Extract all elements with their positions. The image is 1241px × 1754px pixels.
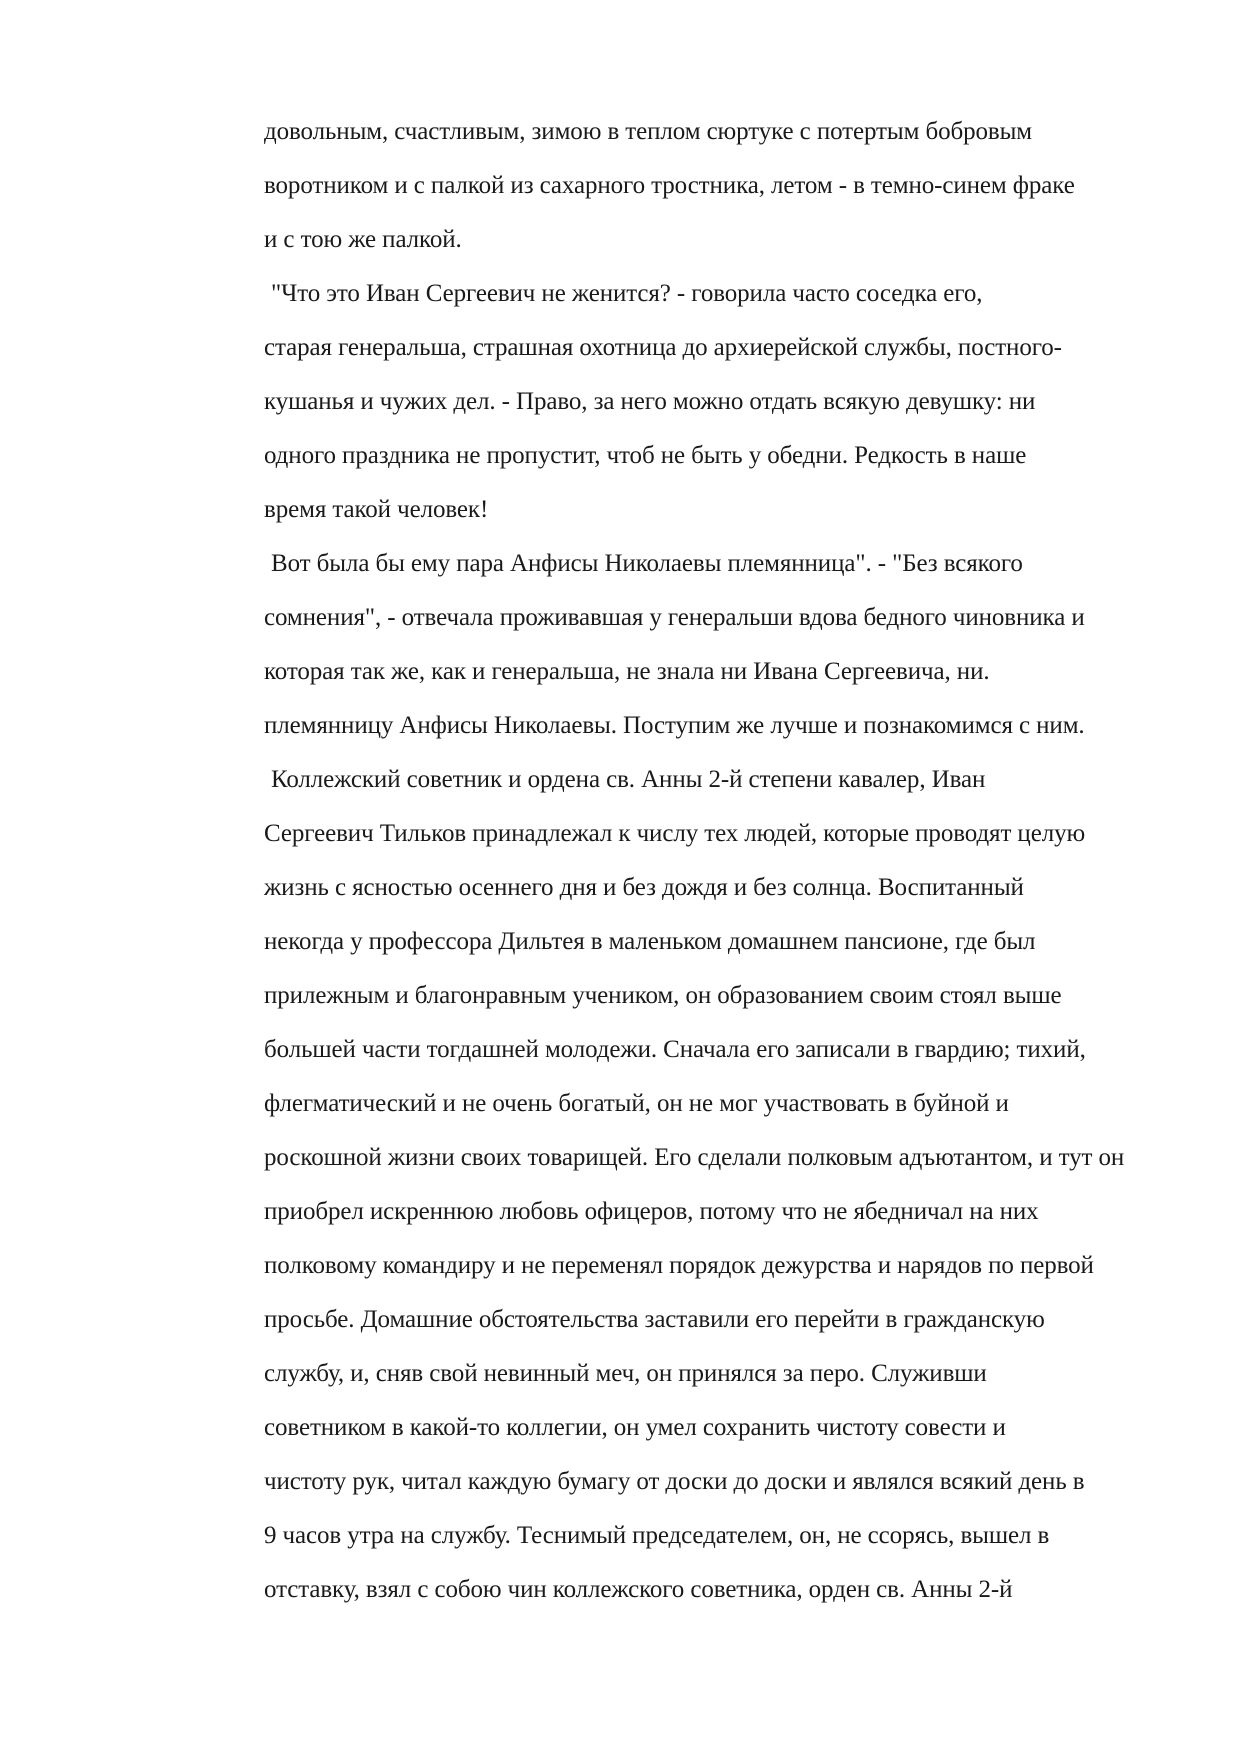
text-line: кушанья и чужих дел. - Право, за него можно отдать всякую девушку: ни xyxy=(264,388,1036,415)
text-line: старая генеральша, страшная охотница до архиерейской службы, постного- xyxy=(264,334,1062,361)
text-line: и с тою же палкой. xyxy=(264,226,462,253)
text-line: Вот была бы ему пара Анфисы Николаевы племянница". - "Без всякого xyxy=(271,550,1023,577)
body-text xyxy=(264,110,1164,1622)
text-line: чистоту рук, читал каждую бумагу от доски до доски и являлся всякий день в xyxy=(264,1468,1085,1495)
text-line: отставку, взял с собою чин коллежского советника, орден св. Анны 2-й xyxy=(264,1576,1013,1603)
text-line: одного праздника не пропустит, чтоб не быть у обедни. Редкость в наше xyxy=(264,442,1027,469)
text-line: 9 часов утра на службу. Теснимый председателем, он, не ссорясь, вышел в xyxy=(264,1522,1050,1549)
text-line: прилежным и благонравным учеником, он образованием своим стоял выше xyxy=(264,982,1062,1009)
text-line: племянницу Анфисы Николаевы. Поступим же лучше и познакомимся с ним. xyxy=(264,712,1085,739)
text-line: большей части тогдашней молодежи. Сначала его записали в гвардию; тихий, xyxy=(264,1036,1086,1063)
text-line: полковому командиру и не переменял порядок дежурства и нарядов по первой xyxy=(264,1252,1094,1279)
text-line: Сергеевич Тильков принадлежал к числу тех людей, которые проводят целую xyxy=(264,820,1086,847)
text-line: роскошной жизни своих товарищей. Его сделали полковым адъютантом, и тут он xyxy=(264,1144,1125,1171)
text-line: сомнения", - отвечала проживавшая у генеральши вдова бедного чиновника и xyxy=(264,604,1085,631)
text-line: воротником и с палкой из сахарного тростника, летом - в темно-синем фраке xyxy=(264,172,1075,199)
text-line: приобрел искреннюю любовь офицеров, потому что не ябедничал на них xyxy=(264,1198,1039,1225)
text-line: жизнь с ясностью осеннего дня и без дождя и без солнца. Воспитанный xyxy=(264,874,1024,901)
text-line: довольным, счастливым, зимою в теплом сюртуке с потертым бобровым xyxy=(264,118,1033,145)
text-line: Коллежский советник и ордена св. Анны 2-й степени кавалер, Иван xyxy=(271,766,986,793)
text-line: службу, и, сняв свой невинный меч, он принялся за перо. Служивши xyxy=(264,1360,987,1387)
text-line: флегматический и не очень богатый, он не мог участвовать в буйной и xyxy=(264,1090,1009,1117)
text-line: просьбе. Домашние обстоятельства заставили его перейти в гражданскую xyxy=(264,1306,1045,1333)
text-line: "Что это Иван Сергеевич не женится? - говорила часто соседка его, xyxy=(271,280,983,307)
text-line: которая так же, как и генеральша, не знала ни Ивана Сергеевича, ни. xyxy=(264,658,990,685)
text-line: некогда у профессора Дильтея в маленьком домашнем пансионе, где был xyxy=(264,928,1036,955)
text-line: советником в какой-то коллегии, он умел сохранить чистоту совести и xyxy=(264,1414,1006,1441)
text-line: время такой человек! xyxy=(264,496,489,523)
